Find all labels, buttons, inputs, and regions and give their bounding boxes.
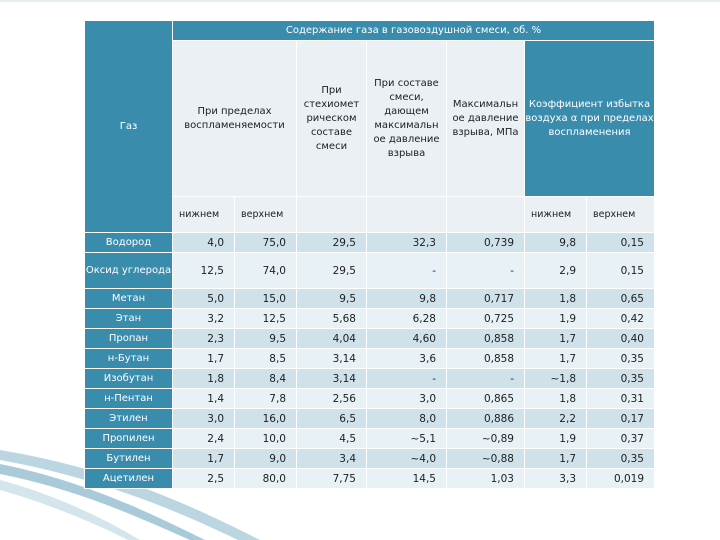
value-cell: 7,8 xyxy=(235,389,297,409)
value-cell: 0,717 xyxy=(447,289,525,309)
value-cell: 1,7 xyxy=(173,449,235,469)
value-cell: 0,858 xyxy=(447,329,525,349)
value-cell: 1,03 xyxy=(447,469,525,489)
value-cell: 3,0 xyxy=(367,389,447,409)
value-cell: 1,4 xyxy=(173,389,235,409)
value-cell: 29,5 xyxy=(297,253,367,289)
value-cell: 74,0 xyxy=(235,253,297,289)
gas-name-cell: Изобутан xyxy=(85,369,173,389)
value-cell: 2,4 xyxy=(173,429,235,449)
value-cell: 0,40 xyxy=(587,329,655,349)
value-cell: 3,14 xyxy=(297,369,367,389)
gas-name-cell: Бутилен xyxy=(85,449,173,469)
header-gas: Газ xyxy=(85,21,173,233)
value-cell: 0,865 xyxy=(447,389,525,409)
value-cell: 0,725 xyxy=(447,309,525,329)
value-cell: 0,42 xyxy=(587,309,655,329)
gas-name-cell: н-Пентан xyxy=(85,389,173,409)
header-air-excess: Коэффициент избытка воздуха α при пределах воспламенения xyxy=(525,41,655,197)
subheader-upper-alpha: верхнем xyxy=(587,197,655,233)
subheader-empty xyxy=(367,197,447,233)
value-cell: 15,0 xyxy=(235,289,297,309)
table-row xyxy=(85,449,655,469)
table-row xyxy=(85,349,655,369)
value-cell: 1,9 xyxy=(525,309,587,329)
value-cell: 0,858 xyxy=(447,349,525,369)
value-cell: 1,7 xyxy=(173,349,235,369)
table-row xyxy=(85,309,655,329)
table-row xyxy=(85,369,655,389)
value-cell: 7,75 xyxy=(297,469,367,489)
value-cell: 32,3 xyxy=(367,233,447,253)
value-cell: 29,5 xyxy=(297,233,367,253)
value-cell: 12,5 xyxy=(235,309,297,329)
subheader-lower: нижнем xyxy=(173,197,235,233)
value-cell: ~1,8 xyxy=(525,369,587,389)
gas-name-cell: Этилен xyxy=(85,409,173,429)
value-cell: 4,0 xyxy=(173,233,235,253)
value-cell: 3,6 xyxy=(367,349,447,369)
value-cell: 8,4 xyxy=(235,369,297,389)
value-cell: 6,28 xyxy=(367,309,447,329)
value-cell: 0,739 xyxy=(447,233,525,253)
table-row xyxy=(85,289,655,309)
header-max-pressure: Максимальн ое давление взрыва, МПа xyxy=(447,41,525,197)
value-cell: 0,17 xyxy=(587,409,655,429)
subheader-lower-alpha: нижнем xyxy=(525,197,587,233)
gas-name-cell: Ацетилен xyxy=(85,469,173,489)
value-cell: 0,35 xyxy=(587,369,655,389)
value-cell: 2,5 xyxy=(173,469,235,489)
gas-name-cell: Пропилен xyxy=(85,429,173,449)
gas-mixture-table xyxy=(84,20,655,489)
table-row xyxy=(85,409,655,429)
table-row xyxy=(85,469,655,489)
value-cell: ~0,89 xyxy=(447,429,525,449)
gas-name-cell: Пропан xyxy=(85,329,173,349)
gas-name-cell: Оксид углерода xyxy=(85,253,173,289)
gas-name-cell: Водород xyxy=(85,233,173,253)
value-cell: 14,5 xyxy=(367,469,447,489)
value-cell: 0,019 xyxy=(587,469,655,489)
value-cell: ~5,1 xyxy=(367,429,447,449)
value-cell: 9,8 xyxy=(367,289,447,309)
value-cell: 9,0 xyxy=(235,449,297,469)
value-cell: 9,5 xyxy=(235,329,297,349)
header-flammability-limits: При пределах воспламеняемости xyxy=(173,41,297,197)
value-cell: 3,4 xyxy=(297,449,367,469)
value-cell: - xyxy=(447,369,525,389)
value-cell: 2,2 xyxy=(525,409,587,429)
value-cell: 4,60 xyxy=(367,329,447,349)
value-cell: 3,0 xyxy=(173,409,235,429)
value-cell: 0,37 xyxy=(587,429,655,449)
value-cell: 16,0 xyxy=(235,409,297,429)
value-cell: 4,5 xyxy=(297,429,367,449)
value-cell: 1,7 xyxy=(525,329,587,349)
value-cell: 0,31 xyxy=(587,389,655,409)
gas-name-cell: н-Бутан xyxy=(85,349,173,369)
value-cell: ~0,88 xyxy=(447,449,525,469)
value-cell: ~4,0 xyxy=(367,449,447,469)
value-cell: 1,8 xyxy=(173,369,235,389)
subheader-empty xyxy=(447,197,525,233)
value-cell: 6,5 xyxy=(297,409,367,429)
value-cell: 0,35 xyxy=(587,349,655,369)
value-cell: 3,14 xyxy=(297,349,367,369)
value-cell: 3,3 xyxy=(525,469,587,489)
gas-name-cell: Метан xyxy=(85,289,173,309)
value-cell: - xyxy=(367,369,447,389)
value-cell: 1,9 xyxy=(525,429,587,449)
subheader-upper: верхнем xyxy=(235,197,297,233)
value-cell: 3,2 xyxy=(173,309,235,329)
value-cell: 9,8 xyxy=(525,233,587,253)
value-cell: 9,5 xyxy=(297,289,367,309)
value-cell: 0,886 xyxy=(447,409,525,429)
value-cell: 8,5 xyxy=(235,349,297,369)
value-cell: 75,0 xyxy=(235,233,297,253)
value-cell: 0,35 xyxy=(587,449,655,469)
header-max-pressure-mixture: При составе смеси, дающем максимальн ое давление взрыва xyxy=(367,41,447,197)
table-title: Содержание газа в газовоздушной смеси, об. % xyxy=(173,21,655,41)
value-cell: 0,65 xyxy=(587,289,655,309)
value-cell: 10,0 xyxy=(235,429,297,449)
table-row xyxy=(85,253,655,289)
value-cell: 2,56 xyxy=(297,389,367,409)
value-cell: 1,7 xyxy=(525,449,587,469)
value-cell: 1,8 xyxy=(525,389,587,409)
value-cell: 8,0 xyxy=(367,409,447,429)
value-cell: 0,15 xyxy=(587,233,655,253)
value-cell: 4,04 xyxy=(297,329,367,349)
header-stoichiometric: При стехиомет рическом составе смеси xyxy=(297,41,367,197)
table-row xyxy=(85,389,655,409)
value-cell: 12,5 xyxy=(173,253,235,289)
top-rule xyxy=(0,0,720,2)
value-cell: 80,0 xyxy=(235,469,297,489)
value-cell: 1,7 xyxy=(525,349,587,369)
value-cell: 2,3 xyxy=(173,329,235,349)
value-cell: - xyxy=(367,253,447,289)
value-cell: 1,8 xyxy=(525,289,587,309)
table-row xyxy=(85,429,655,449)
value-cell: 0,15 xyxy=(587,253,655,289)
value-cell: 2,9 xyxy=(525,253,587,289)
table-row xyxy=(85,329,655,349)
value-cell: 5,0 xyxy=(173,289,235,309)
subheader-empty xyxy=(297,197,367,233)
value-cell: 5,68 xyxy=(297,309,367,329)
table-row xyxy=(85,233,655,253)
value-cell: - xyxy=(447,253,525,289)
gas-name-cell: Этан xyxy=(85,309,173,329)
